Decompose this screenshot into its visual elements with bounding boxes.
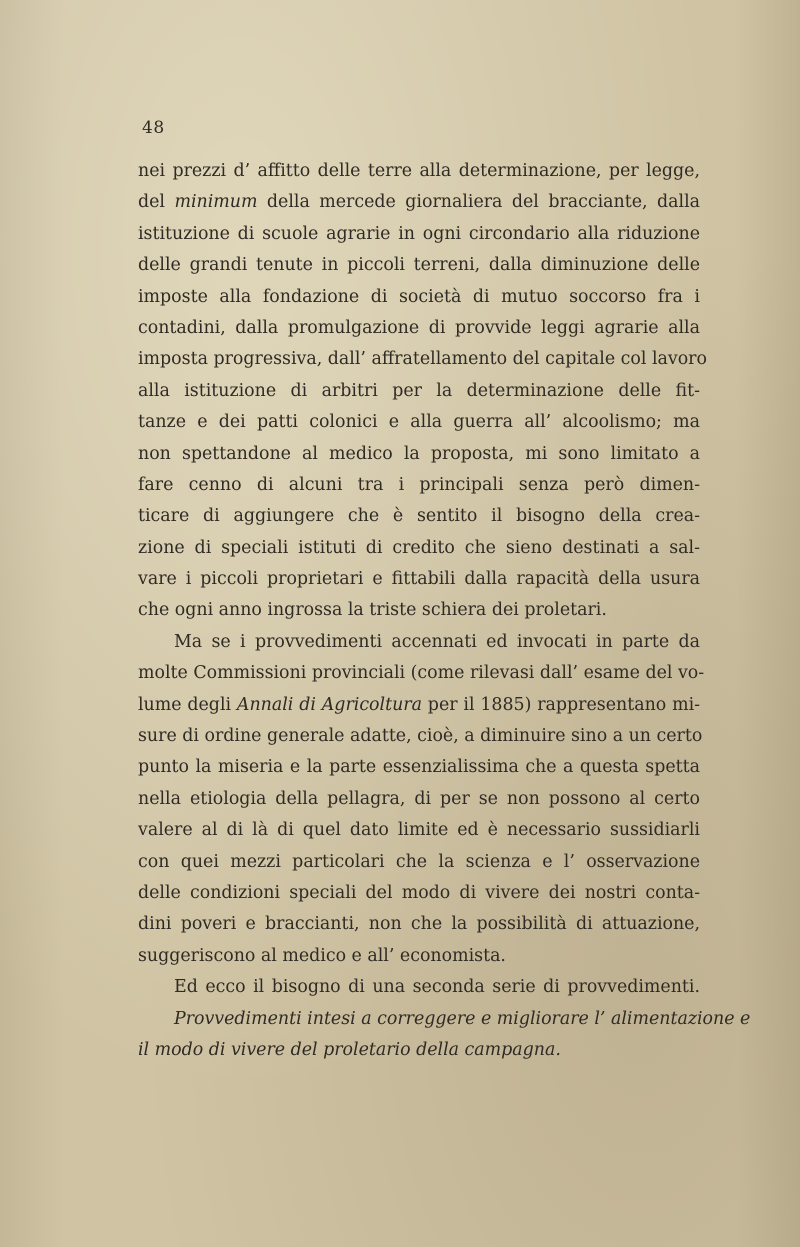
text-line: [138, 941, 700, 972]
section-heading-line: [138, 1004, 751, 1035]
text-segment: lume degli: [138, 694, 237, 715]
body-text: [138, 156, 751, 1066]
text-line: [138, 501, 700, 532]
text-line: [138, 187, 700, 218]
text-segment: valere al di là di quel dato limite ed è necessario sussidiarli: [138, 820, 700, 841]
text-segment: del: [138, 192, 175, 213]
text-line: [138, 595, 700, 626]
text-segment: istituzione di scuole agrarie in ogni circondario alla riduzione: [138, 223, 700, 244]
text-segment: che ogni anno ingrossa la triste schiera dei proletari.: [138, 600, 607, 621]
text-segment: vare i piccoli proprietari e fittabili dalla rapacità della usura: [138, 569, 700, 590]
text-line: [138, 564, 700, 595]
text-line: [138, 658, 705, 689]
text-line: [138, 376, 700, 407]
text-line: [138, 815, 700, 846]
text-segment: sure di ordine generale adatte, cioè, a diminuire sino a un certo: [138, 726, 703, 747]
italic-text: Annali di Agricoltura: [236, 694, 422, 715]
text-segment: con quei mezzi particolari che la scienza e l’ osservazione: [138, 851, 700, 872]
text-segment: delle condizioni speciali del modo di vivere dei nostri conta-: [138, 882, 700, 903]
text-line: [138, 847, 700, 878]
text-line: [138, 878, 700, 909]
text-line: [138, 627, 700, 658]
text-segment: ticare di aggiungere che è sentito il bisogno della crea-: [138, 506, 700, 527]
paragraph: [138, 156, 707, 627]
text-segment: non spettandone al medico la proposta, mi sono limitato a: [138, 443, 700, 464]
text-line: [138, 344, 707, 375]
text-segment: della mercede giornaliera del bracciante, dalla: [257, 192, 700, 213]
text-segment: delle grandi tenute in piccoli terreni, dalla diminuzione delle: [138, 255, 700, 276]
page-number: 48: [142, 118, 165, 138]
text-segment: fare cenno di alcuni tra i principali senza però dimen-: [138, 474, 700, 495]
italic-text: minimum: [174, 192, 258, 213]
text-line: [138, 156, 700, 187]
text-line: [138, 784, 700, 815]
italic-text: il modo di vivere del proletario della campagna.: [138, 1039, 561, 1060]
text-segment: punto la miseria e la parte essenzialissima che a questa spetta: [138, 757, 700, 778]
text-segment: molte Commissioni provinciali (come rilevasi dall’ esame del vo-: [138, 663, 705, 684]
text-line: [138, 282, 700, 313]
text-segment: nella etiologia della pellagra, di per se non possono al certo: [138, 788, 700, 809]
text-line: [138, 690, 700, 721]
italic-text: Provvedimenti intesi a correggere e migliorare l’ alimentazione e: [174, 1008, 751, 1029]
text-segment: alla istituzione di arbitri per la determinazione delle fit-: [138, 380, 700, 401]
text-segment: Ma se i provvedimenti accennati ed invocati in parte da: [174, 631, 700, 652]
text-line: [138, 470, 700, 501]
text-line: [138, 752, 700, 783]
text-segment: nei prezzi d’ affitto delle terre alla determinazione, per legge,: [138, 161, 700, 181]
text-line: [138, 972, 700, 1003]
text-segment: per il 1885) rappresentano mi-: [421, 694, 701, 715]
text-segment: imposta progressiva, dall’ affratellamento del capitale col lavoro: [138, 349, 707, 370]
text-segment: dini poveri e braccianti, non che la possibilità di attuazione,: [138, 914, 700, 935]
paragraph: [138, 1004, 751, 1067]
text-line: [138, 439, 700, 470]
text-line: [138, 407, 700, 438]
section-heading-line: [138, 1035, 700, 1066]
text-line: [138, 313, 700, 344]
text-line: [138, 533, 700, 564]
paragraph: [138, 627, 705, 972]
text-line: [138, 909, 700, 940]
text-line: [138, 721, 703, 752]
text-line: [138, 250, 700, 281]
paragraph: [138, 972, 700, 1003]
text-segment: suggeriscono al medico e all’ economista.: [138, 945, 506, 966]
text-segment: imposte alla fondazione di società di mutuo soccorso fra i: [138, 286, 700, 307]
text-segment: Ed ecco il bisogno di una seconda serie di provvedimenti.: [174, 977, 700, 998]
text-segment: zione di speciali istituti di credito che sieno destinati a sal-: [138, 537, 700, 558]
text-segment: tanze e dei patti colonici e alla guerra all’ alcoolismo; ma: [138, 412, 700, 433]
text-segment: contadini, dalla promulgazione di provvide leggi agrarie alla: [138, 317, 700, 338]
text-line: [138, 219, 700, 250]
